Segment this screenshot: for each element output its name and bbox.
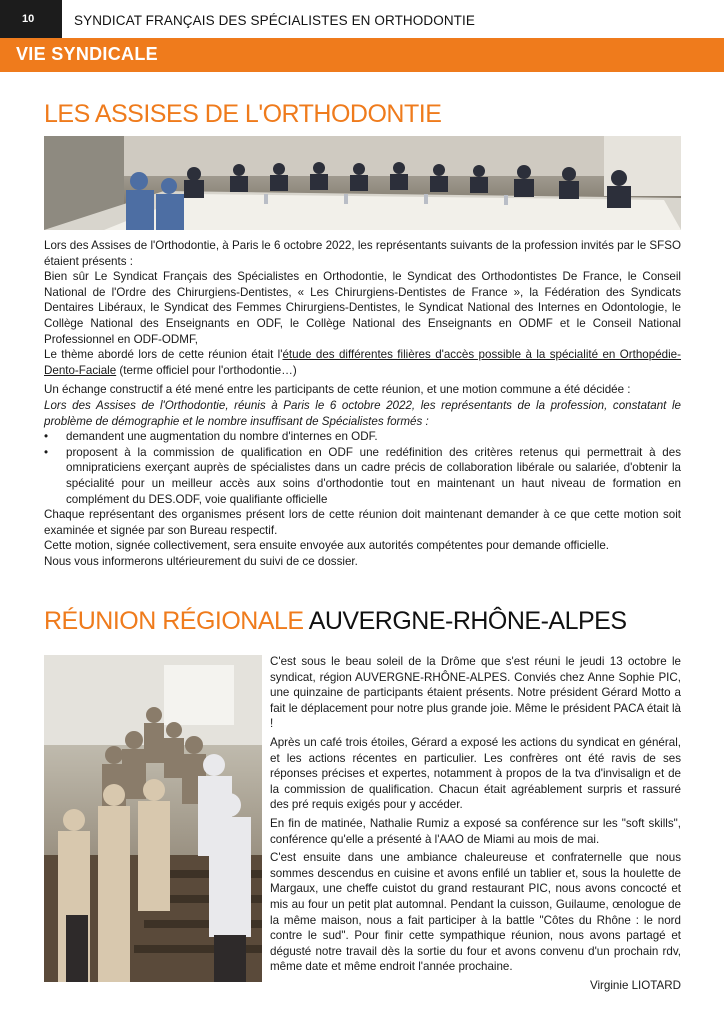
article1-exchange: Un échange constructif a été mené entre les participants de cette réunion, et une motion commune a été décidée : (44, 383, 631, 397)
meeting-photo-illustration (44, 136, 681, 230)
page-number: 10 (0, 0, 62, 38)
motion-list (44, 429, 681, 507)
page-header (0, 0, 724, 38)
article1-intro: Lors des Assises de l'Orthodontie, à Paris le 6 octobre 2022, les représentants suivants de la profession invités par le SFSO étaient présents : (44, 239, 681, 268)
article2-title-orange: RÉUNION RÉGIONALE (44, 607, 304, 635)
theme-underlined: étude des différentes filières d'accès possible à la spécialité en Orthopédie-Dento-Faciale (44, 348, 681, 377)
article1-closing: Chaque représentant des organismes présent lors de cette réunion doit maintenant demander à ce que cette motion soit examinée et signée par son Bureau respectif. (44, 508, 681, 537)
meeting-photo (44, 136, 681, 230)
group-photo (44, 655, 262, 982)
section-label: VIE SYNDICALE (16, 44, 158, 64)
article2-paragraph: C'est ensuite dans une ambiance chaleureuse et confraternelle que nous sommes descendus en cuisine et avons enfilé un tablier et, sous la houlette de Margaux, une cheffe cuistot du grand restaurant PIC, nous avons concocté et mis au four un petit plat automnal. Pendant la cuisson, Guilaume, œnologue de la même maison, nous a fait participer à la battle "Côtes du Rhône : le nord contre le sud". Pour finir cette sympathique réunion, nous avons partagé et dégusté notre travail dès la sortie du four et avons convenu d'un prochain rdv, même date et même endroit l'année prochaine. (270, 851, 681, 974)
article2-title (44, 607, 627, 636)
article1-body (44, 238, 681, 569)
article1-title: LES ASSISES DE L'ORTHODONTIE (44, 100, 442, 128)
article2-body (270, 654, 681, 996)
article2-paragraph: Après un café trois étoiles, Gérard a exposé les actions du syndicat en général, et les actions récentes en particulier. Les confrères ont été ravis de ses réponses précises et expertes, notamment à propos de la tva d'invisalign et de la commission de qualification. Chacun était agréablement surpris et rassuré des pré requis exigés pour y accéder. (270, 735, 681, 812)
article2-author: Virginie LIOTARD (589, 978, 681, 992)
article2-paragraph: C'est sous le beau soleil de la Drôme que s'est réuni le jeudi 13 octobre le syndicat, région AUVERGNE-RHÔNE-ALPES. Conviés chez Anne Sophie PIC, une quinzaine de participants étaient présents. Notre président Gérard Motto a fait le déplacement pour notre plus grande joie. Même le président PACA était là ! (270, 655, 681, 731)
article1-closing: Cette motion, signée collectivement, sera ensuite envoyée aux autorités compétentes pour demande officielle. (44, 539, 609, 553)
theme-before: Le thème abordé lors de cette réunion était l' (44, 348, 283, 362)
list-item: • demandent une augmentation du nombre d'internes en ODF. (44, 429, 681, 445)
publication-title: SYNDICAT FRANÇAIS DES SPÉCIALISTES EN ORTHODONTIE (74, 13, 475, 28)
article1-closing: Nous vous informerons ultérieurement du suivi de ce dossier. (44, 554, 358, 568)
theme-after: (terme officiel pour l'orthodontie…) (116, 363, 297, 377)
article1-organizations: Bien sûr Le Syndicat Français des Spécialistes en Orthodontie, le Syndicat des Orthodontistes De France, le Conseil National de l'Ordre des Chirurgiens-Dentistes, « Les Chirurgiens-Dentistes de France », la Fédération des Syndicats Dentaires Libéraux, le Syndicat des Femmes Chirurgiens-Dentistes, le Syndicat National des Internes en Odontologie, le Collège National des Enseignants en ODF, le Collège National des Enseignants en ODMF et le Conseil National Professionnel en ODF-ODMF, (44, 270, 681, 346)
list-item: • proposent à la commission de qualification en ODF une redéfinition des critères retenus qui permettrait à des omnipraticiens exerçant auprès de spécialistes dans un cadre précis de collaboration libérale ou salariée, d'obtenir la spécialité pour un meilleur accès aux soins d'orthodontie tout en maintenant un haut niveau de formation en complément du DES.ODF, voie qualifiante officielle (44, 445, 681, 507)
article1-theme (44, 347, 681, 378)
group-photo-illustration (44, 655, 262, 982)
article1-motion-intro: Lors des Assises de l'Orthodontie, réunis à Paris le 6 octobre 2022, les représentants de la profession, constatant le problème de démographie et le nombre insuffisant de Spécialistes formés : (44, 398, 681, 428)
article2-paragraph: En fin de matinée, Nathalie Rumiz a exposé sa conférence sur les "soft skills", conférence qu'elle a présenté à l'AAO de Miami au mois de mai. (270, 816, 681, 846)
section-band (0, 38, 724, 72)
article2-title-black: AUVERGNE-RHÔNE-ALPES (308, 607, 627, 635)
